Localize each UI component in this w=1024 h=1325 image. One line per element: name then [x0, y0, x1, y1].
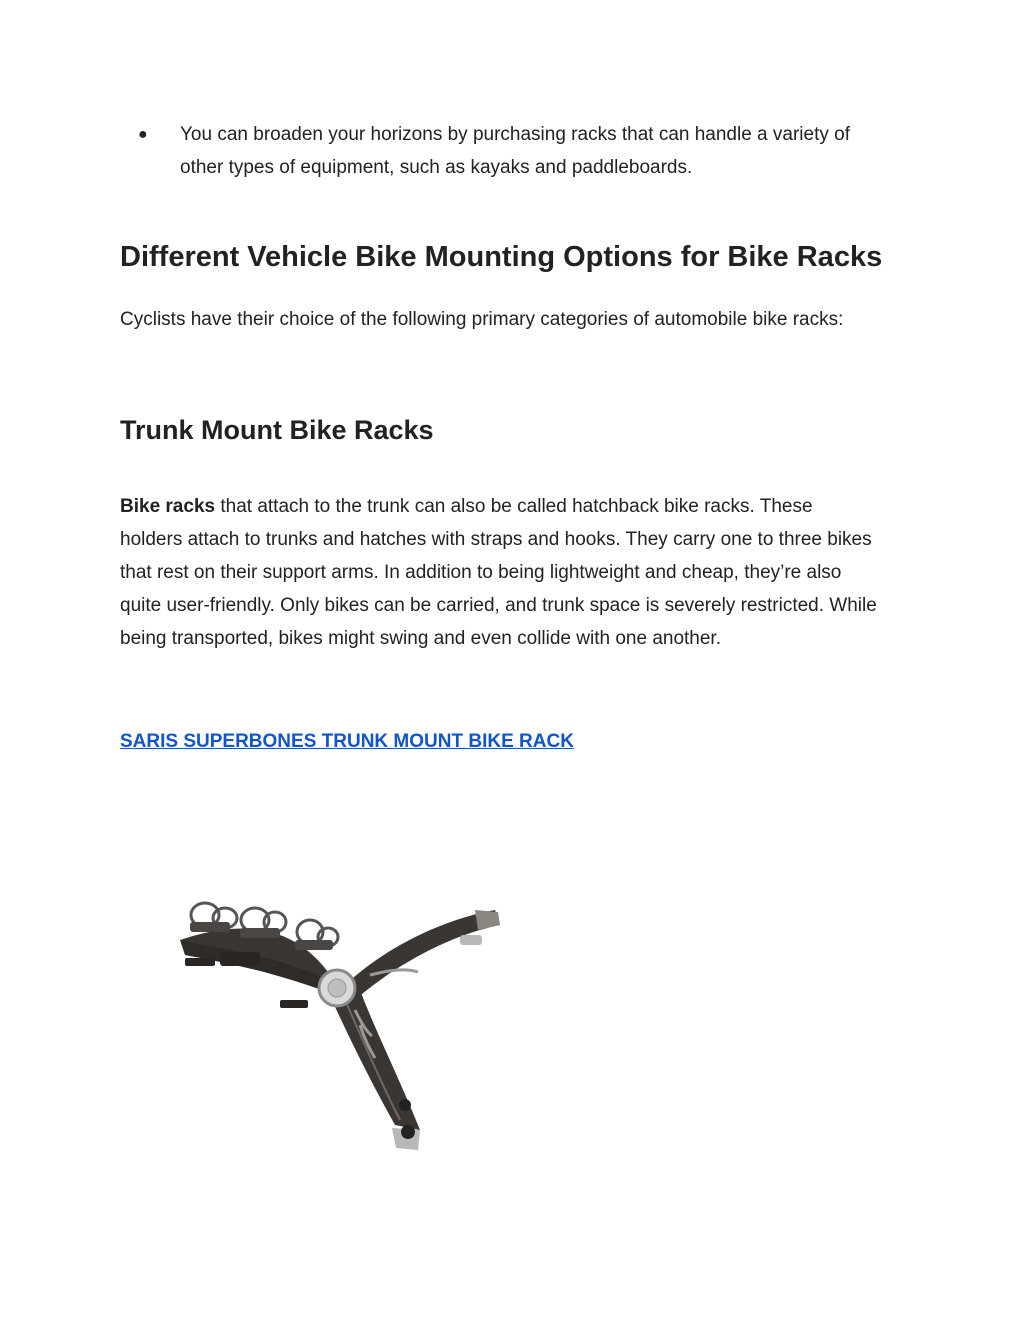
section-heading: Different Vehicle Bike Mounting Options for Bike Racks: [120, 241, 883, 273]
bullet-marker: ●: [138, 126, 148, 143]
body-paragraph: [120, 490, 880, 655]
body-bold-lead: Bike racks: [120, 496, 216, 517]
bullet-list-item: [120, 118, 880, 184]
bullet-text: You can broaden your horizons by purchasing racks that can handle a variety of other types of equipment, such as kayaks and paddleboards.: [180, 124, 850, 178]
product-link[interactable]: SARIS SUPERBONES TRUNK MOUNT BIKE RACK: [120, 731, 574, 752]
intro-paragraph: Cyclists have their choice of the following primary categories of automobile bike racks:: [120, 309, 844, 330]
rack-top-clip: [460, 935, 482, 945]
rack-leg-highlight: [345, 1000, 400, 1120]
rack-top-pad: [475, 910, 500, 930]
bike-rack-image: [160, 880, 520, 1160]
sub-heading: Trunk Mount Bike Racks: [120, 415, 434, 445]
body-text: that attach to the trunk can also be called hatchback bike racks. These holders attach to trunks and hatches with straps and hooks. They carry one to three bikes that rest on their support arms. In addition to being lightweight and cheap, they’re also quite user-friendly. Only bikes can be carried, and trunk space is severely restricted. While being transported, bikes might swing and even collide with one another.: [120, 496, 877, 649]
